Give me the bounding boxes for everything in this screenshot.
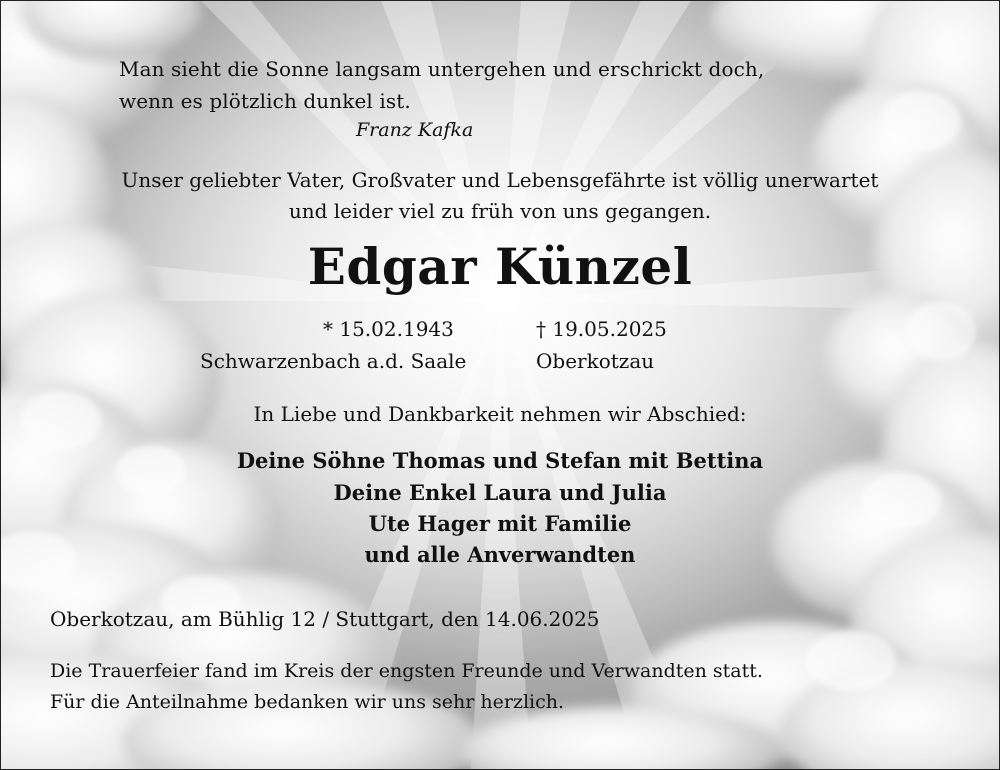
quote-author: Franz Kafka [356, 119, 474, 141]
quote-line-2: wenn es plötzlich dunkel ist. [119, 89, 411, 113]
place-and-date: Oberkotzau, am Bühlig 12 / Stuttgart, den 14.06.2025 [50, 607, 600, 631]
death-date: † 19.05.2025 [536, 317, 667, 341]
deceased-name: Edgar Künzel [307, 237, 693, 296]
death-place: Oberkotzau [536, 349, 655, 373]
mourner-line: Ute Hager mit Familie [368, 511, 632, 536]
closing-line-2: Für die Anteilnahme bedanken wir uns sehr herzlich. [50, 691, 565, 713]
mourner-line: und alle Anverwandten [364, 542, 636, 567]
closing-line-1: Die Trauerfeier fand im Kreis der engsten Freunde und Verwandten statt. [50, 660, 763, 682]
cloud-background [1, 1, 999, 769]
intro-line-2: und leider viel zu früh von uns gegangen. [288, 199, 712, 223]
quote-line-1: Man sieht die Sonne langsam untergehen und erschrickt doch, [119, 57, 765, 81]
mourner-line: Deine Söhne Thomas und Stefan mit Bettina [236, 448, 764, 473]
intro-line-1: Unser geliebter Vater, Großvater und Lebensgefährte ist völlig unerwartet [121, 168, 879, 192]
birth-place: Schwarzenbach a.d. Saale [200, 349, 467, 373]
birth-date: * 15.02.1943 [323, 317, 454, 341]
farewell-line: In Liebe und Dankbarkeit nehmen wir Abschied: [253, 402, 747, 426]
mourner-line: Deine Enkel Laura und Julia [333, 480, 667, 505]
